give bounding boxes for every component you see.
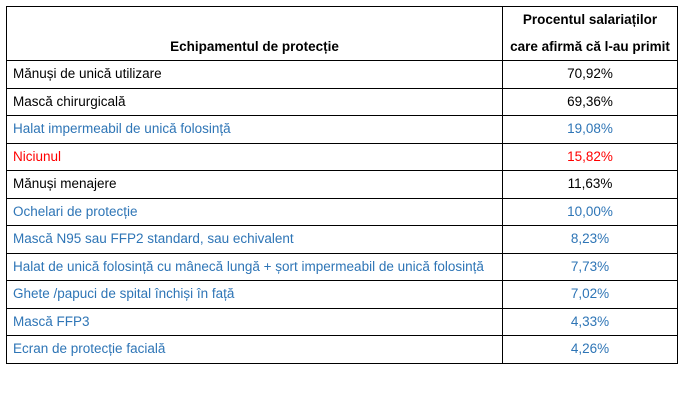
table-row — [7, 61, 678, 89]
table-row — [7, 116, 678, 144]
table-row — [7, 198, 678, 226]
protective-equipment-table — [6, 6, 678, 364]
percentage-cell: 70,92% — [503, 61, 678, 89]
percentage-cell: 4,33% — [503, 308, 678, 336]
percentage-cell: 10,00% — [503, 198, 678, 226]
table-row — [7, 308, 678, 336]
table-row — [7, 281, 678, 309]
table-row — [7, 143, 678, 171]
table-row — [7, 88, 678, 116]
percentage-cell: 8,23% — [503, 226, 678, 254]
equipment-cell: Mască FFP3 — [7, 308, 503, 336]
table-row — [7, 253, 678, 281]
header-row — [7, 7, 678, 61]
table-row — [7, 226, 678, 254]
equipment-cell: Ochelari de protecție — [7, 198, 503, 226]
percentage-cell: 7,02% — [503, 281, 678, 309]
percentage-cell: 4,26% — [503, 336, 678, 364]
table-row — [7, 336, 678, 364]
equipment-cell: Mască N95 sau FFP2 standard, sau echivalent — [7, 226, 503, 254]
header-equipment: Echipamentul de protecție — [7, 7, 503, 61]
percentage-cell: 15,82% — [503, 143, 678, 171]
equipment-cell: Halat impermeabil de unică folosință — [7, 116, 503, 144]
equipment-cell: Ghete /papuci de spital închiși în față — [7, 281, 503, 309]
header-percentage: Procentul salariaților care afirmă că l-au primit — [503, 7, 678, 61]
table-row — [7, 171, 678, 199]
percentage-cell: 19,08% — [503, 116, 678, 144]
equipment-cell: Mănuși de unică utilizare — [7, 61, 503, 89]
percentage-cell: 7,73% — [503, 253, 678, 281]
equipment-cell: Halat de unică folosință cu mânecă lungă + șort impermeabil de unică folosință — [7, 253, 503, 281]
percentage-cell: 11,63% — [503, 171, 678, 199]
percentage-cell: 69,36% — [503, 88, 678, 116]
equipment-cell: Niciunul — [7, 143, 503, 171]
equipment-cell: Ecran de protecție facială — [7, 336, 503, 364]
equipment-cell: Mănuși menajere — [7, 171, 503, 199]
equipment-cell: Mască chirurgicală — [7, 88, 503, 116]
